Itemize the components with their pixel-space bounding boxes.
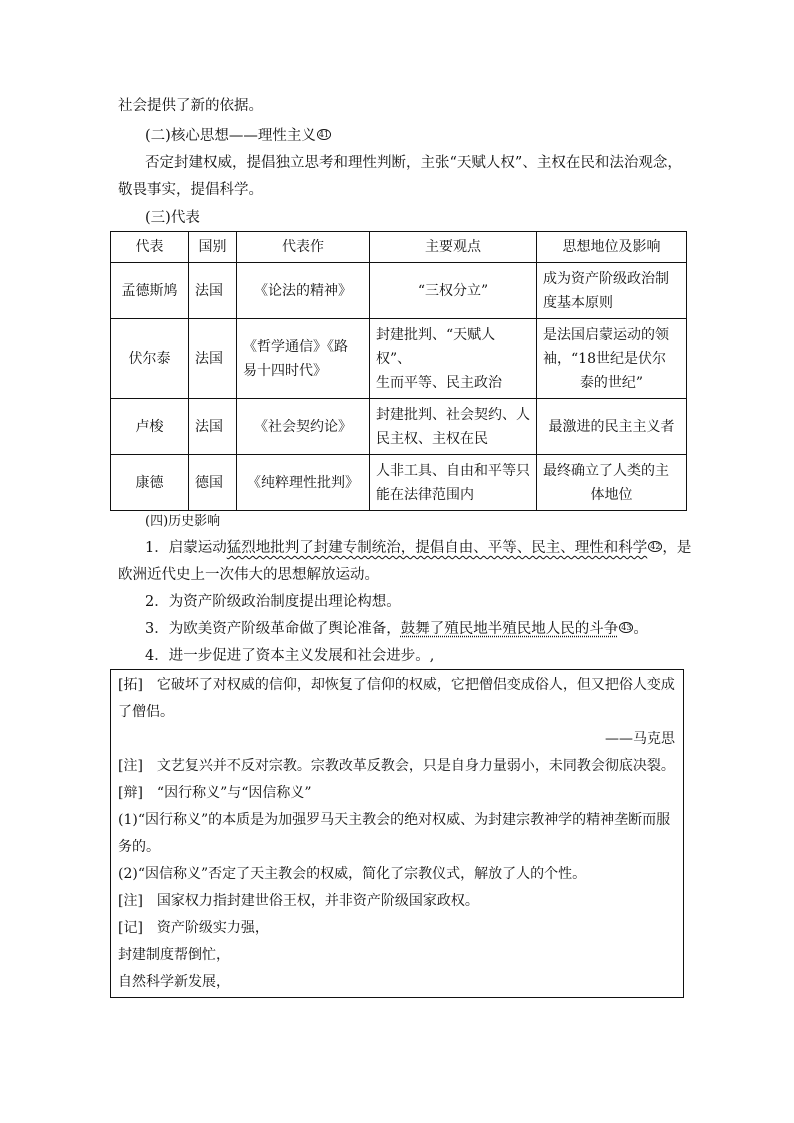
table-header-cell: 国别 (189, 232, 237, 263)
impact-item-3-lead: 3．为欧美资产阶级革命做了舆论准备， (145, 621, 401, 637)
notes-box (110, 669, 684, 998)
section3-heading: (三)代表 (145, 210, 200, 226)
view-line: 民主权、主权在民 (376, 430, 488, 447)
status-line: 泰的世纪” (579, 374, 644, 391)
status-cell (537, 455, 687, 511)
status-line: 体地位 (590, 486, 633, 503)
view-line: 能在法律范围内 (376, 486, 474, 503)
intro-tail-text: 社会提供了新的依据。 (118, 98, 263, 114)
view-line: 封建批判、社会契约、人 (376, 406, 530, 423)
status-line: 是法国启蒙运动的领 (543, 326, 669, 343)
section2-body-line1: 否定封建权威，提倡独立思考和理性判断，主张“天赋人权”、主权在民和法治观念， (145, 155, 682, 171)
impact-item-1-lead: 1．启蒙运动 (145, 540, 227, 556)
quote-source: ——马克思 (605, 731, 675, 747)
representative-name: 伏尔泰 (111, 319, 189, 399)
work-line: 易十四时代》 (243, 362, 327, 379)
impact-item-1-line2: 欧洲近代史上一次伟大的思想解放运动。 (118, 567, 379, 583)
table-row (111, 399, 687, 455)
table-header-cell: 代表作 (237, 232, 370, 263)
section2-body-line2: 敬畏事实，提倡科学。 (118, 182, 263, 198)
impact-item-4: 4．进一步促进了资本主义发展和社会进步。, (145, 648, 435, 664)
status-cell (537, 319, 687, 399)
table-header-cell: 思想地位及影响 (537, 232, 687, 263)
view-line: 封建批判、“天赋人权”、 (376, 326, 496, 367)
note-memory-line3: 自然科学新发展， (118, 974, 230, 990)
note-state-power: [注] 国家权力指封建世俗王权，并非资产阶级国家政权。 (118, 893, 479, 909)
impact-item-2: 2．为资产阶级政治制度提出理论构想。 (145, 594, 401, 610)
note-memory-line1: [记] 资产阶级实力强， (118, 920, 269, 936)
country-cell: 法国 (189, 399, 237, 455)
note-renaissance: [注] 文艺复兴并不反对宗教。宗教改革反教会，只是自身力量弱小，未同教会彻底决裂。 (118, 758, 675, 774)
work-line: 《哲学通信》《路 (243, 338, 348, 355)
status-line: 成为资产阶级政治制 (543, 270, 669, 287)
note-distinguish-heading: [辩] “因行称义”与“因信称义” (118, 785, 312, 801)
view-line: 生而平等、民主政治 (376, 374, 502, 391)
table-header-cell: 主要观点 (370, 232, 537, 263)
note-extension-line1: [拓] 它破坏了对权威的信仰，却恢复了信仰的权威，它把僧侣变成俗人，但又把俗人变成 (118, 677, 675, 693)
country-cell: 法国 (189, 263, 237, 319)
status-cell (537, 263, 687, 319)
view-cell (370, 399, 537, 455)
view-cell (370, 455, 537, 511)
impact-item-1 (145, 536, 691, 557)
note-distinguish-p1-line2: 务的。 (118, 839, 160, 855)
section4-heading: (四)历史影响 (145, 514, 221, 529)
table-header-cell: 代表 (111, 232, 189, 263)
impact-item-1-tail: ，是 (662, 540, 692, 556)
status-cell: 最激进的民主主义者 (537, 399, 687, 455)
representative-name: 卢梭 (111, 399, 189, 455)
country-cell: 法国 (189, 319, 237, 399)
section2-heading-text: (二)核心思想——理性主义 (145, 128, 316, 144)
note-distinguish-p1-line1: (1)“因行称义”的本质是为加强罗马天主教会的绝对权威、为封建宗教神学的精神垄断而服 (118, 812, 671, 828)
work-cell: 《社会契约论》 (237, 399, 370, 455)
impact-item-3 (145, 617, 648, 638)
work-cell (237, 319, 370, 399)
view-cell: “三权分立” (370, 263, 537, 319)
representative-name: 康德 (111, 455, 189, 511)
section2-heading (145, 124, 331, 145)
representatives-table (110, 231, 687, 511)
impact-item-3-emphasis: 鼓舞了殖民地半殖民地人民的斗争 (400, 621, 619, 637)
note-extension-line2: 了僧侣。 (118, 704, 174, 720)
impact-item-1-emphasis: 猛烈地批判了封建专制统治，提倡自由、平等、民主、理性和科学 (226, 540, 648, 556)
work-cell: 《纯粹理性批判》 (237, 455, 370, 511)
view-cell (370, 319, 537, 399)
view-line: 人非工具、自由和平等只 (376, 462, 530, 479)
annotation-marker-icon: 42 (650, 542, 661, 551)
table-row (111, 263, 687, 319)
table-row (111, 455, 687, 511)
impact-item-3-tail: 。 (633, 621, 648, 637)
status-line: 度基本原则 (543, 294, 613, 311)
representative-name: 孟德斯鸠 (111, 263, 189, 319)
work-cell: 《论法的精神》 (237, 263, 370, 319)
table-header-row (111, 232, 687, 263)
note-distinguish-p2: (2)“因信称义”否定了天主教会的权威，简化了宗教仪式，解放了人的个性。 (118, 866, 587, 882)
note-memory-line2: 封建制度帮倒忙， (118, 947, 230, 963)
table-row (111, 319, 687, 399)
annotation-marker-icon: 41 (318, 130, 330, 139)
status-line: 最终确立了人类的主 (543, 462, 669, 479)
status-line: 袖，“18世纪是伏尔 (543, 350, 666, 367)
country-cell: 德国 (189, 455, 237, 511)
annotation-marker-icon: 43 (621, 623, 632, 632)
